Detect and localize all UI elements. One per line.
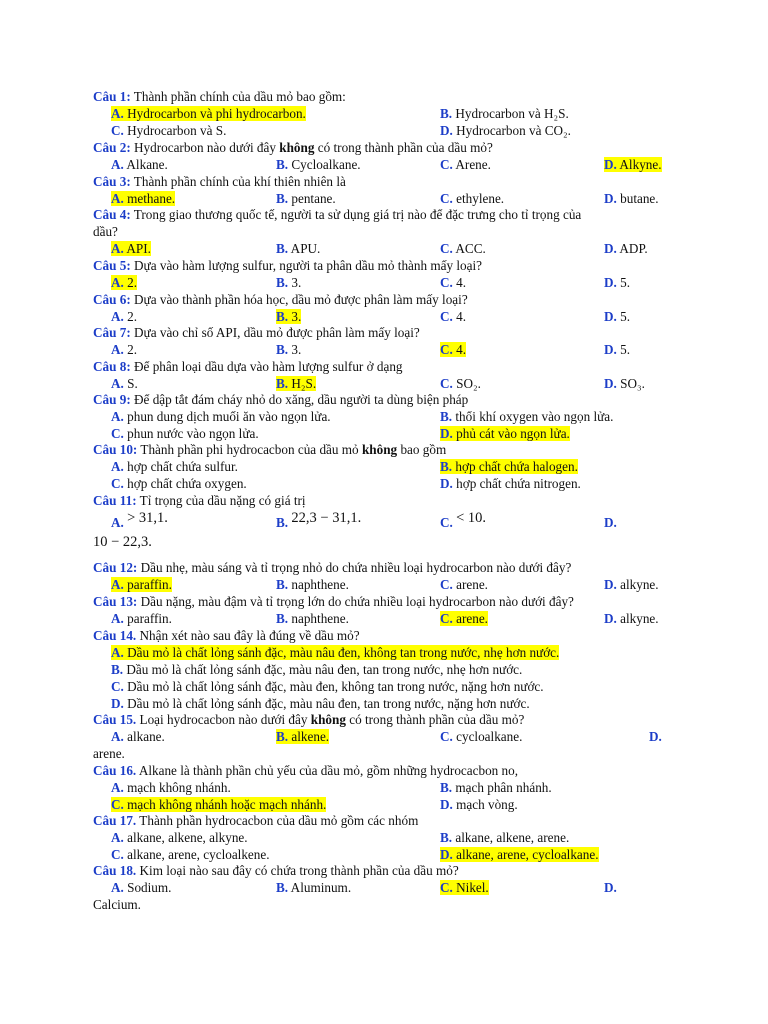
q8-option-b: B. H₂S. xyxy=(276,376,317,391)
q13-option-b: B. naphthene. xyxy=(276,611,349,626)
q11-option-b: B. 22,3 − 31,1. xyxy=(276,510,362,530)
q8-option-c: C. SO₂. xyxy=(440,376,481,391)
q10-option-c: C. hợp chất chứa oxygen. xyxy=(111,476,247,491)
q13-option-c: C. arene. xyxy=(440,611,488,626)
q18-option-d: D. xyxy=(604,880,617,895)
q2-option-a: A. Alkane. xyxy=(111,157,168,172)
question-3: Câu 3: Thành phần chính của khí thiên nhiên là xyxy=(93,174,346,189)
q15-option-a: A. alkane. xyxy=(111,729,165,744)
q15-option-d-wrap: arene. xyxy=(93,746,125,761)
question-14: Câu 14. Nhận xét nào sau đây là đúng về dầu mỏ? xyxy=(93,628,360,643)
q1-option-c: C. Hydrocarbon và S. xyxy=(111,123,227,138)
question-13: Câu 13: Dầu nặng, màu đậm và tỉ trọng lớn do chứa nhiều loại hydrocarbon nào dưới đây? xyxy=(93,594,574,609)
question-4-wrap: dầu? xyxy=(93,224,118,239)
q6-option-b: B. 3. xyxy=(276,309,302,324)
q18-option-a: A. Sodium. xyxy=(111,880,172,895)
q14-option-d: D. Dầu mỏ là chất lỏng sánh đặc, màu nâu đen, tan trong nước, nặng hơn nước. xyxy=(111,696,530,711)
q5-option-c: C. 4. xyxy=(440,275,467,290)
question-9: Câu 9: Để dập tắt đám cháy nhỏ do xăng, dầu người ta dùng biện pháp xyxy=(93,392,469,407)
question-16: Câu 16. Alkane là thành phần chủ yếu của dầu mỏ, gồm những hydrocacbon no, xyxy=(93,763,519,778)
q6-option-d: D. 5. xyxy=(604,309,631,324)
q2-option-b: B. Cycloalkane. xyxy=(276,157,361,172)
q4-option-b: B. APU. xyxy=(276,241,321,256)
q6-option-a: A. 2. xyxy=(111,309,138,324)
q18-option-b: B. Aluminum. xyxy=(276,880,352,895)
question-12: Câu 12: Dầu nhẹ, màu sáng và tỉ trọng nhỏ do chứa nhiều loại hydrocarbon nào dưới đây? xyxy=(93,560,572,575)
q6-option-c: C. 4. xyxy=(440,309,467,324)
q7-option-b: B. 3. xyxy=(276,342,302,357)
q11-option-d-wrap: 10 − 22,3. xyxy=(93,534,152,550)
q9-option-c: C. phun nước vào ngọn lửa. xyxy=(111,426,259,441)
question-2: Câu 2: Hydrocarbon nào dưới đây không có trong thành phần của dầu mỏ? xyxy=(93,140,493,155)
q12-option-c: C. arene. xyxy=(440,577,488,592)
q15-option-b: B. alkene. xyxy=(276,729,330,744)
q16-option-b: B. mạch phân nhánh. xyxy=(440,780,552,795)
q5-option-d: D. 5. xyxy=(604,275,631,290)
q12-option-d: D. alkyne. xyxy=(604,577,659,592)
question-11: Câu 11: Tỉ trọng của dầu nặng có giá trị xyxy=(93,493,306,508)
q14-option-a: A. Dầu mỏ là chất lỏng sánh đặc, màu nâu đen, không tan trong nước, nhẹ hơn nước. xyxy=(111,645,560,660)
q8-option-a: A. S. xyxy=(111,376,138,391)
q16-option-d: D. mạch vòng. xyxy=(440,797,518,812)
q12-option-b: B. naphthene. xyxy=(276,577,349,592)
q18-option-d-wrap: Calcium. xyxy=(93,897,141,912)
q18-option-c: C. Nikel. xyxy=(440,880,489,895)
question-6: Câu 6: Dựa vào thành phần hóa học, dầu mỏ được phân làm mấy loại? xyxy=(93,292,468,307)
q5-option-b: B. 3. xyxy=(276,275,302,290)
q1-option-a: A. Hydrocarbon và phi hydrocarbon. xyxy=(111,106,306,121)
q15-option-d: D. xyxy=(649,729,662,744)
q9-option-d: D. phủ cát vào ngọn lửa. xyxy=(440,426,570,441)
q1-option-b: B. Hydrocarbon và H₂S. xyxy=(440,106,569,121)
question-1: Câu 1: Thành phần chính của dầu mỏ bao gồm: xyxy=(93,89,346,104)
q12-option-a: A. paraffin. xyxy=(111,577,172,592)
q5-option-a: A. 2. xyxy=(111,275,138,290)
question-8: Câu 8: Để phân loại dầu dựa vào hàm lượng sulfur ở dạng xyxy=(93,359,403,374)
q17-option-d: D. alkane, arene, cycloalkane. xyxy=(440,847,599,862)
q10-option-b: B. hợp chất chứa halogen. xyxy=(440,459,578,474)
q7-option-c: C. 4. xyxy=(440,342,467,357)
q9-option-a: A. phun dung dịch muối ăn vào ngọn lửa. xyxy=(111,409,331,424)
q14-option-b: B. Dầu mỏ là chất lỏng sánh đặc, màu nâu đen, tan trong nước, nhẹ hơn nước. xyxy=(111,662,523,677)
question-15: Câu 15. Loại hydrocacbon nào dưới đây không có trong thành phần của dầu mỏ? xyxy=(93,712,525,727)
q7-option-d: D. 5. xyxy=(604,342,631,357)
q14-option-c: C. Dầu mỏ là chất lỏng sánh đặc, màu đen, không tan trong nước, nặng hơn nước. xyxy=(111,679,544,694)
q4-option-c: C. ACC. xyxy=(440,241,486,256)
question-17: Câu 17. Thành phần hydrocacbon của dầu mỏ gồm các nhóm xyxy=(93,813,419,828)
q16-option-c: C. mạch không nhánh hoặc mạch nhánh. xyxy=(111,797,327,812)
q10-option-a: A. hợp chất chứa sulfur. xyxy=(111,459,238,474)
q13-option-d: D. alkyne. xyxy=(604,611,659,626)
question-10: Câu 10: Thành phần phi hydrocacbon của dầu mỏ không bao gồm xyxy=(93,442,447,457)
q1-option-d: D. Hydrocarbon và CO₂. xyxy=(440,123,571,138)
q17-option-c: C. alkane, arene, cycloalkene. xyxy=(111,847,270,862)
q16-option-a: A. mạch không nhánh. xyxy=(111,780,231,795)
q3-option-b: B. pentane. xyxy=(276,191,336,206)
question-7: Câu 7: Dựa vào chỉ số API, dầu mỏ được phân làm mấy loại? xyxy=(93,325,420,340)
q17-option-b: B. alkane, alkene, arene. xyxy=(440,830,570,845)
q17-option-a: A. alkane, alkene, alkyne. xyxy=(111,830,248,845)
q7-option-a: A. 2. xyxy=(111,342,138,357)
q4-option-d: D. ADP. xyxy=(604,241,648,256)
q8-option-d: D. SO₃. xyxy=(604,376,645,391)
q3-option-a: A. methane. xyxy=(111,191,176,206)
question-5: Câu 5: Dựa vào hàm lượng sulfur, người ta phân dầu mỏ thành mấy loại? xyxy=(93,258,483,273)
q9-option-b: B. thổi khí oxygen vào ngọn lửa. xyxy=(440,409,614,424)
question-4: Câu 4: Trong giao thương quốc tế, người ta sử dụng giá trị nào để đặc trưng cho tỉ trọng của xyxy=(93,207,582,222)
q3-option-c: C. ethylene. xyxy=(440,191,505,206)
q13-option-a: A. paraffin. xyxy=(111,611,172,626)
q4-option-a: A. API. xyxy=(111,241,151,256)
q3-option-d: D. butane. xyxy=(604,191,659,206)
q10-option-d: D. hợp chất chứa nitrogen. xyxy=(440,476,581,491)
q11-option-d: D. xyxy=(604,515,617,530)
q2-option-d: D. Alkyne. xyxy=(604,157,662,172)
q11-option-a: A. > 31,1. xyxy=(111,510,168,530)
question-18: Câu 18. Kim loại nào sau đây có chứa trong thành phần của dầu mỏ? xyxy=(93,863,459,878)
q11-option-c: C. < 10. xyxy=(440,510,487,530)
q2-option-c: C. Arene. xyxy=(440,157,491,172)
q15-option-c: C. cycloalkane. xyxy=(440,729,523,744)
